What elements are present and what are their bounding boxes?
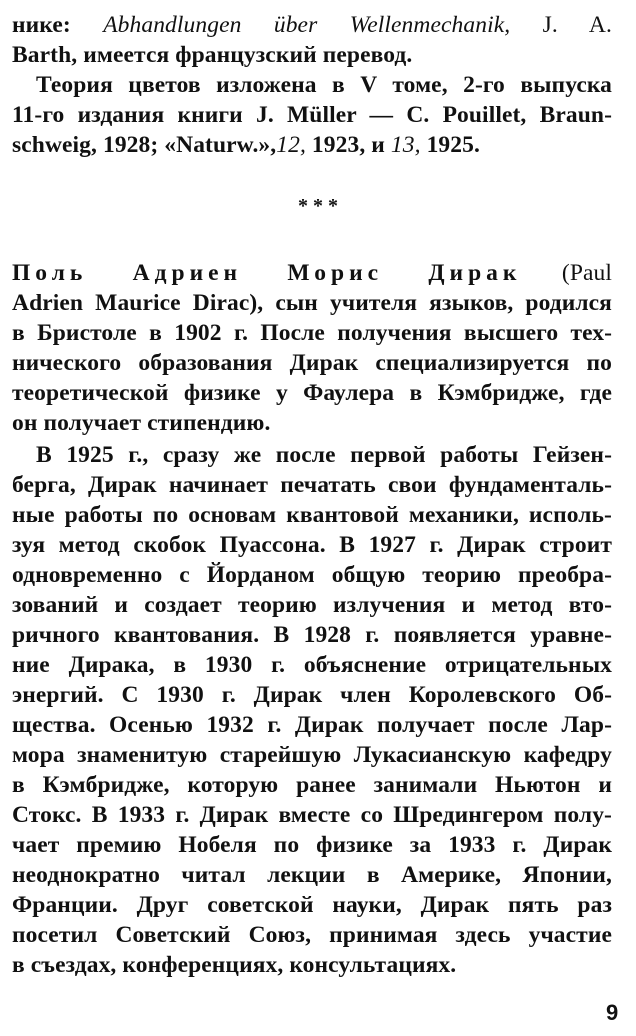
page-number: 9 [606,1000,619,1025]
text-span: Barth, имеется французский перевод. [12,42,413,68]
italic-volume: 13, [390,132,421,158]
text-line: зований и создает теорию излучения и метод вто- [12,592,612,618]
text-span: нического образования Дирак специализируется по [12,350,612,376]
text-line: в съездах, конференциях, консультациях. [12,952,457,978]
text-span: он получает стипендию. [12,410,271,436]
text-line [12,348,612,378]
text-line [12,318,612,348]
text-line [12,258,612,288]
text-line: В 1925 г., сразу же после первой работы Гейзен- [36,442,612,468]
text-line [12,408,612,438]
text-span: (Paul [561,260,612,286]
text-line: ные работы по основам квантовой механики, исполь- [12,502,612,528]
text-line: Франции. Друг советской науки, Дирак пять раз [12,892,612,918]
text-span: теоретической физике у Фаулера в Кэмбридже, где [12,380,612,406]
text-span: нике: [12,12,71,38]
text-line [12,40,612,70]
text-span: Теория цветов изложена в V томе, 2-го выпуска [36,72,612,98]
text-span: в Бристоле в 1902 г. После получения высшего тех- [12,320,612,346]
text-line: ние Дирака, в 1930 г. объяснение отрицательных [12,652,612,678]
text-span: 11-го издания книги J. Müller — C. Pouillet, Braun- [12,102,612,128]
text-line: берга, Дирак начинает печатать свои фундаменталь- [12,472,612,498]
text-line: энергий. С 1930 г. Дирак член Королевского Об- [12,682,612,708]
person-name-spaced: Поль Адриен Морис Дирак [12,260,522,286]
text-span: 1923, и [311,132,385,158]
text-line: одновременно с Йорданом общую теорию преобра- [12,562,612,588]
text-line [36,70,612,100]
text-line: чает премию Нобеля по физике за 1933 г. Дирак [12,832,612,858]
text-span: Adrien Maurice Dirac), сын учителя языков, родился [12,290,612,316]
text-line: мора знаменитую старейшую Лукасианскую кафедру [12,742,612,768]
italic-title: Abhandlungen über Wellenmechanik, [103,12,511,38]
text-line: ричного квантования. В 1928 г. появляется уравне- [12,622,612,648]
text-span: J. A. [542,12,612,38]
text-line [12,288,612,318]
text-line [12,378,612,408]
italic-volume: 12, [276,132,306,158]
text-line: в Кэмбридже, которую ранее занимали Ньютон и [12,772,612,798]
text-span: schweig, 1928; «Naturw.», [12,132,277,158]
asterism-separator: * * * [298,195,338,217]
text-line: зуя метод скобок Пуассона. В 1927 г. Дирак строит [12,532,612,558]
text-line: щества. Осенью 1932 г. Дирак получает после Лар- [12,712,612,738]
text-line: Стокс. В 1933 г. Дирак вместе со Шредингером полу- [12,802,612,828]
text-line [12,10,612,40]
text-line: посетил Советский Союз, принимая здесь участие [12,922,612,948]
text-line: неоднократно читал лекции в Америке, Японии, [12,862,612,888]
text-span: 1925. [426,132,480,158]
text-line [12,100,612,130]
text-line [12,130,612,160]
